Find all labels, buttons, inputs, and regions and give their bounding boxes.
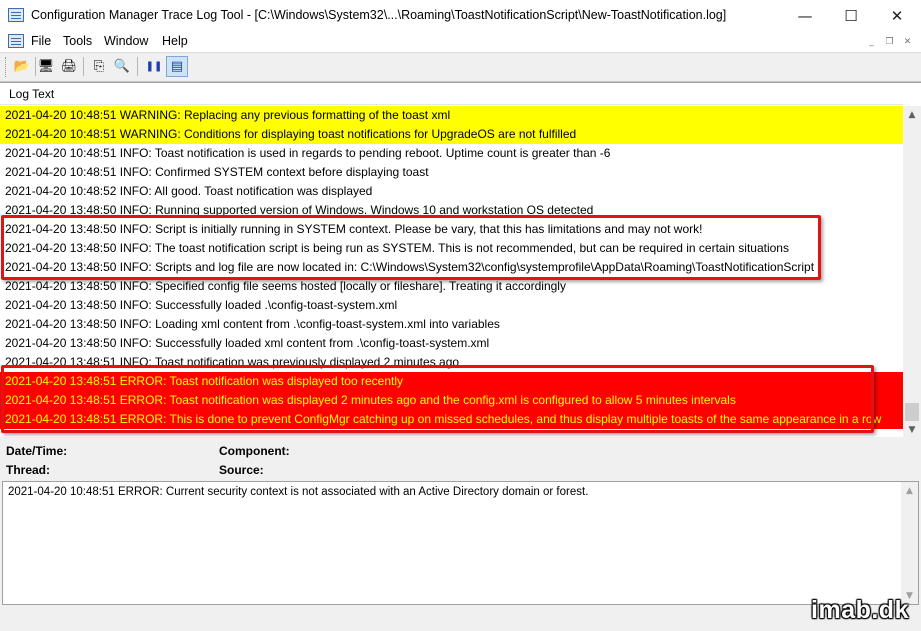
log-row-info[interactable]: 2021-04-20 10:48:51 INFO: Confirmed SYSTEM context before displaying toast [5, 165, 429, 179]
menu-tools[interactable]: Tools [63, 34, 93, 48]
open-folder-icon[interactable]: 📂 [13, 59, 31, 74]
column-header-label: Log Text [9, 87, 55, 101]
scroll-thumb[interactable] [905, 403, 919, 421]
document-icon[interactable] [8, 34, 24, 48]
toolbar-grip[interactable] [5, 57, 8, 77]
menu-window[interactable]: Window [104, 34, 149, 48]
log-row-info[interactable]: 2021-04-20 13:48:50 INFO: Script is initially running in SYSTEM context. Please be vary, that this has limitations and may not work! [5, 222, 703, 236]
log-row-error[interactable]: 2021-04-20 13:48:51 ERROR: This is done to prevent ConfigMgr catching up on missed schedules, and thus display multiple toasts of the same appearance in a row [0, 410, 903, 429]
pause-icon[interactable]: ❚❚ [145, 61, 163, 72]
watermark: imab.dk [811, 596, 909, 624]
log-row-error[interactable]: 2021-04-20 13:48:51 ERROR: Toast notification was displayed too recently [0, 372, 903, 391]
log-row-warning[interactable]: 2021-04-20 10:48:51 WARNING: Conditions for displaying toast notifications for UpgradeOS are not fulfilled [0, 125, 903, 144]
log-row-info[interactable]: 2021-04-20 13:48:50 INFO: Successfully loaded .\config-toast-system.xml [5, 298, 398, 312]
log-list[interactable] [0, 82, 921, 437]
message-scroll-down-button[interactable]: ▼ [906, 590, 913, 601]
print-icon[interactable]: 🖨 [60, 59, 78, 74]
log-row-info[interactable]: 2021-04-20 13:48:50 INFO: Running supported version of Windows. Windows 10 and workstation OS detected [5, 203, 594, 217]
message-text: 2021-04-20 10:48:51 ERROR: Current security context is not associated with an Active Directory domain or forest. [8, 486, 589, 498]
log-row-info[interactable]: 2021-04-20 13:48:51 INFO: Toast notification was previously displayed 2 minutes ago [5, 355, 460, 369]
title-bar [0, 0, 921, 31]
log-row-info[interactable]: 2021-04-20 13:48:50 INFO: Specified config file seems hosted [locally or fileshare]. Treating it accordingly [5, 279, 566, 293]
highlight-icon[interactable]: ▤ [166, 56, 188, 77]
maximize-button[interactable]: ☐ [844, 6, 858, 25]
mdi-minimize-button[interactable]: _ [869, 36, 874, 47]
menu-file[interactable]: File [31, 34, 52, 48]
app-icon [8, 8, 24, 22]
log-row-info[interactable]: 2021-04-20 10:48:51 INFO: Toast notification is used in regards to pending reboot. Uptime count is greater than -6 [5, 146, 611, 160]
log-row-warning[interactable]: 2021-04-20 10:48:51 WARNING: Replacing any previous formatting of the toast xml [0, 106, 903, 125]
log-row-info[interactable]: 2021-04-20 13:48:50 INFO: Loading xml content from .\config-toast-system.xml into variables [5, 317, 500, 331]
menu-help[interactable]: Help [162, 34, 188, 48]
scroll-down-button[interactable]: ▼ [908, 424, 916, 435]
source-label: Source: [219, 463, 264, 477]
mdi-close-button[interactable]: ✕ [903, 36, 912, 47]
minimize-button[interactable]: — [797, 6, 813, 25]
message-text-area[interactable] [2, 481, 919, 605]
details-panel [0, 439, 921, 481]
toolbar [0, 52, 921, 82]
log-rows[interactable] [0, 106, 903, 438]
message-scroll-up-button[interactable]: ▲ [906, 485, 913, 496]
close-button[interactable]: ✕ [890, 6, 904, 25]
component-label: Component: [219, 444, 290, 458]
copy-icon[interactable]: ⎘ [93, 59, 105, 74]
toolbar-separator [137, 57, 138, 76]
log-row-info[interactable]: 2021-04-20 13:48:50 INFO: Scripts and log file are now located in: C:\Windows\System32\config\systemprofile\AppData\Roaming\ToastNotificationScript [5, 260, 815, 274]
log-row-info[interactable]: 2021-04-20 13:48:50 INFO: Successfully loaded xml content from .\config-toast-system.xml [5, 336, 490, 350]
log-row-error[interactable]: 2021-04-20 13:48:51 ERROR: Toast notification was displayed 2 minutes ago and the config.xml is configured to allow 5 minutes intervals [0, 391, 903, 410]
print-setup-icon[interactable]: 🖥 [37, 59, 55, 74]
toolbar-separator [83, 57, 84, 76]
log-row-info[interactable]: 2021-04-20 13:48:50 INFO: The toast notification script is being run as SYSTEM. This is not recommended, but can be required in certain situations [5, 241, 789, 255]
datetime-label: Date/Time: [6, 444, 68, 458]
mdi-restore-button[interactable]: ❐ [885, 36, 894, 47]
scroll-up-button[interactable]: ▲ [908, 109, 916, 120]
window-title: Configuration Manager Trace Log Tool - [C:\Windows\System32\...\Roaming\ToastNotificationScript\New-ToastNotification.log] [31, 8, 727, 22]
find-icon[interactable]: 🔍 [113, 59, 131, 74]
status-bar [0, 606, 921, 631]
column-header-log-text[interactable] [0, 83, 903, 105]
message-scrollbar[interactable] [901, 482, 918, 604]
log-vertical-scrollbar[interactable] [903, 106, 921, 438]
log-row-info[interactable]: 2021-04-20 10:48:52 INFO: All good. Toast notification was displayed [5, 184, 373, 198]
thread-label: Thread: [6, 463, 51, 477]
